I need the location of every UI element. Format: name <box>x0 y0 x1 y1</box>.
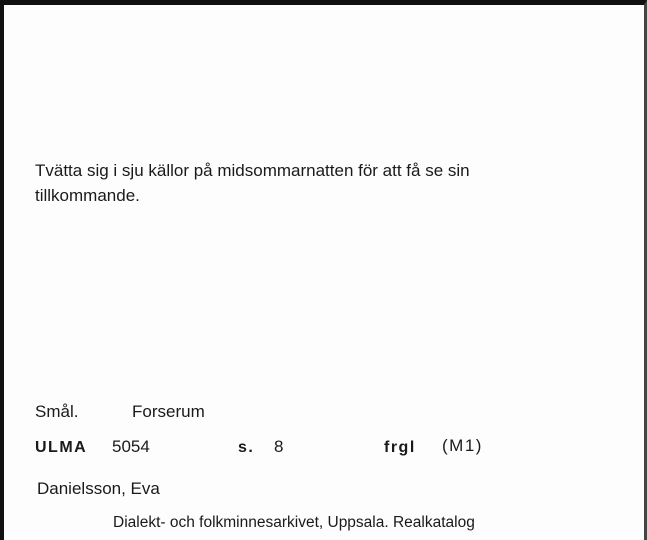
record-text-line1: Tvätta sig i sju källor på midsommarnatten för att få se sin <box>35 161 470 180</box>
record-text-line2: tillkommande. <box>35 186 140 205</box>
page-label: s. <box>238 439 255 456</box>
archive-number: 5054 <box>112 437 150 456</box>
archive-code: ULMA <box>35 439 88 456</box>
institution: Dialekt- och folkminnesarkivet, Uppsala. Realkatalog <box>113 514 475 531</box>
record-text <box>35 158 595 208</box>
type-extra: (M1) <box>442 436 483 455</box>
page-number: 8 <box>274 437 284 456</box>
parish: Forserum <box>132 402 205 421</box>
type-code: frgl <box>384 439 416 456</box>
region: Smål. <box>35 402 79 421</box>
collector: Danielsson, Eva <box>37 479 160 498</box>
